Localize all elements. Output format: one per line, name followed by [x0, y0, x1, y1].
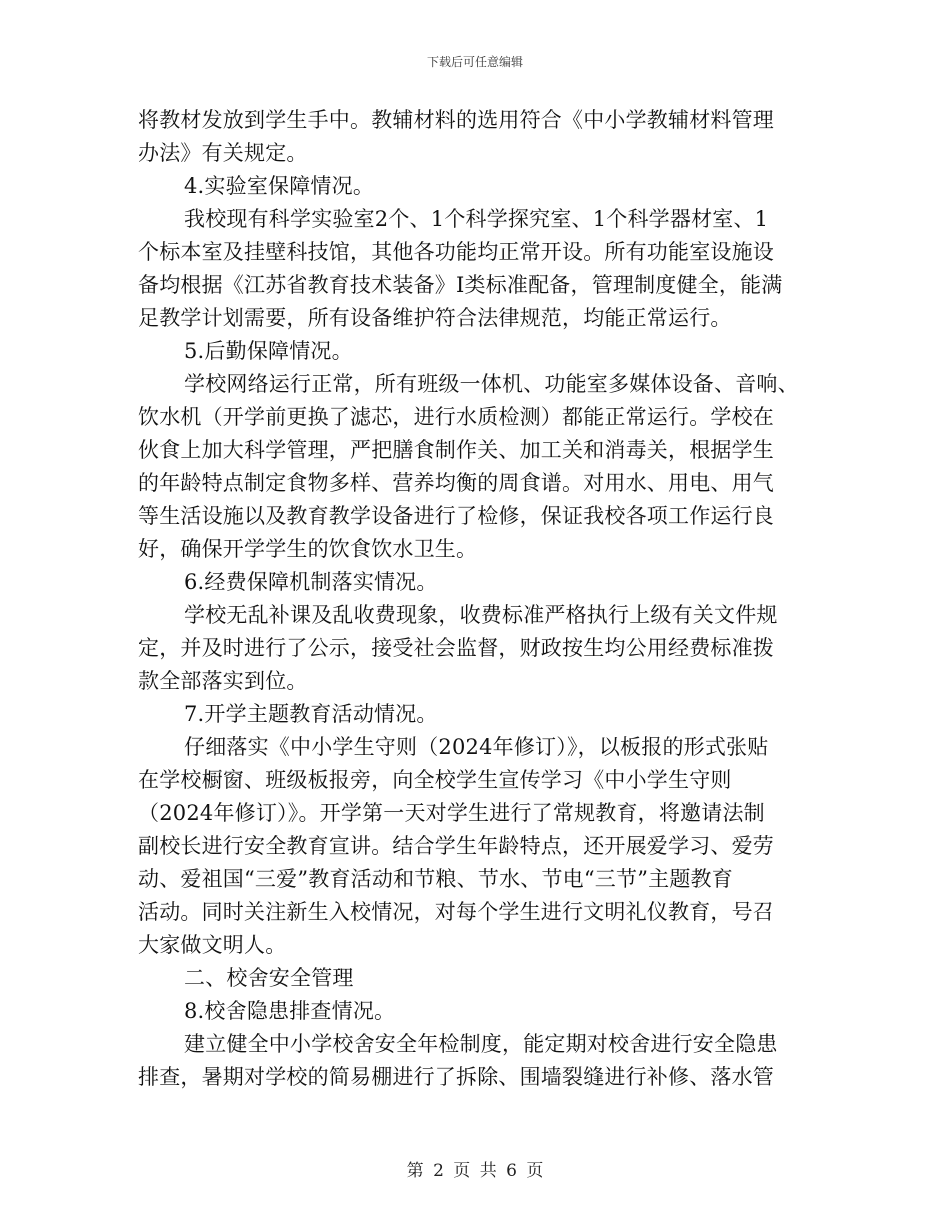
text-line: 个标本室及挂壁科技馆，其他各功能均正常开设。所有功能室设施设	[138, 240, 774, 264]
text-line: 大家做文明人。	[138, 933, 287, 957]
text-line: 学校网络运行正常，所有班级一体机、功能室多媒体设备、音响、	[184, 372, 799, 396]
text-line: 7.开学主题教育活动情况。	[184, 702, 438, 726]
text-line: （2024年修订）》。开学第一天对学生进行了常规教育，将邀请法制	[138, 801, 765, 825]
text-line: 8.校舍隐患排查情况。	[184, 999, 396, 1023]
text-line: 饮水机（开学前更换了滤芯，进行水质检测）都能正常运行。学校在	[138, 405, 774, 429]
text-line: 在学校橱窗、班级板报旁，向全校学生宣传学习《中小学生守则	[138, 768, 732, 792]
text-line: 的年龄特点制定食物多样、营养均衡的周食谱。对用水、用电、用气	[138, 471, 774, 495]
text-line: 款全部落实到位。	[138, 669, 308, 693]
text-line: 我校现有科学实验室2个、1个科学探究室、1个科学器材室、1	[184, 207, 769, 231]
page-header: 下载后可任意编辑	[426, 55, 523, 69]
text-line: 将教材发放到学生手中。教辅材料的选用符合《中小学教辅材料管理	[138, 108, 774, 132]
text-line: 伙食上加大科学管理，严把膳食制作关、加工关和消毒关，根据学生	[138, 438, 774, 462]
text-line: 定，并及时进行了公示，接受社会监督，财政按生均公用经费标准拨	[138, 636, 774, 660]
text-line: 排查，暑期对学校的简易棚进行了拆除、围墙裂缝进行补修、落水管	[138, 1065, 774, 1089]
page-footer: 第 2 页 共 6 页	[406, 1161, 544, 1181]
text-line: 等生活设施以及教育教学设备进行了检修，保证我校各项工作运行良	[138, 504, 774, 528]
text-line: 备均根据《江苏省教育技术装备》I类标准配备，管理制度健全，能满	[138, 273, 783, 297]
text-line: 副校长进行安全教育宣讲。结合学生年龄特点，还开展爱学习、爱劳	[138, 834, 774, 858]
text-line: 5.后勤保障情况。	[184, 339, 353, 363]
text-line: 活动。同时关注新生入校情况，对每个学生进行文明礼仪教育，号召	[138, 900, 774, 924]
text-line: 4.实验室保障情况。	[184, 174, 375, 198]
text-line: 仔细落实《中小学生守则（2024年修订）》，以板报的形式张贴	[184, 735, 769, 759]
document-body	[138, 104, 818, 1094]
text-line: 学校无乱补课及乱收费现象，收费标准严格执行上级有关文件规	[184, 603, 778, 627]
text-line: 动、爱祖国“三爱”教育活动和节粮、节水、节电“三节”主题教育	[138, 867, 733, 891]
text-line: 6.经费保障机制落实情况。	[184, 570, 438, 594]
text-line: 二、校舍安全管理	[184, 966, 354, 990]
text-line: 足教学计划需要，所有设备维护符合法律规范，均能正常运行。	[138, 306, 732, 330]
text-line: 办法》有关规定。	[138, 141, 308, 165]
text-line: 好，确保开学学生的饮食饮水卫生。	[138, 537, 478, 561]
text-line: 建立健全中小学校舍安全年检制度，能定期对校舍进行安全隐患	[184, 1032, 778, 1056]
